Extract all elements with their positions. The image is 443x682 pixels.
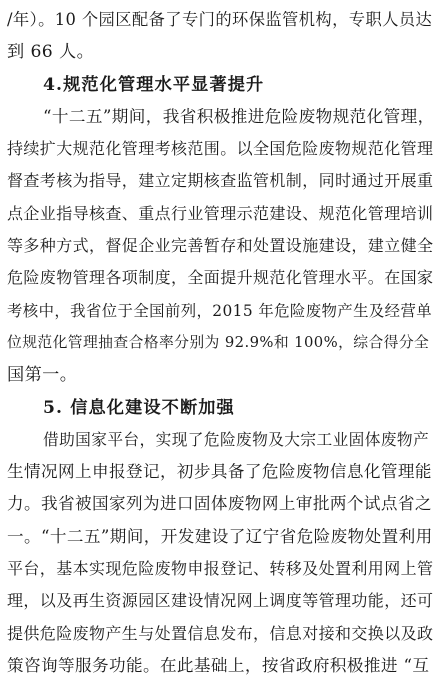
body-line: 提供危险废物产生与处置信息发布，信息对接和交换以及政 xyxy=(7,623,434,643)
body-line: 持续扩大规范化管理考核范围。以全国危险废物规范化管理 xyxy=(7,139,434,159)
body-line: 位规范化管理抽查合格率分别为 92.9%和 100%，综合得分全 xyxy=(7,333,430,351)
body-line: 督查考核为指导，建立定期核查监管机制，同时通过开展重 xyxy=(7,171,434,191)
body-line: 到 66 人。 xyxy=(7,42,95,63)
body-line: 理，以及再生资源园区建设情况网上调度等管理功能，还可 xyxy=(7,591,434,611)
section-heading-4: 4.规范化管理水平显著提升 xyxy=(43,74,265,95)
paragraph-first-line: “十二五”期间，我省积极推进危险废物规范化管理， xyxy=(43,106,435,126)
body-line: 策咨询等服务功能。在此基础上，按省政府积极推进 “互 xyxy=(7,655,430,675)
body-line: 平台，基本实现危险废物申报登记、转移及处置利用网上管 xyxy=(7,559,434,579)
body-line: 等多种方式，督促企业完善暂存和处置设施建设，建立健全 xyxy=(7,236,434,256)
body-line: /年）。10 个园区配备了专门的环保监管机构，专职人员达 xyxy=(7,10,433,29)
body-line: 一。“十二五”期间，开发建设了辽宁省危险废物处置利用 xyxy=(7,526,433,546)
body-line: 力。我省被国家列为进口固体废物网上审批两个试点省之 xyxy=(7,494,432,514)
body-line: 点企业指导核查、重点行业管理示范建设、规范化管理培训 xyxy=(7,203,434,223)
paragraph-first-line: 借助国家平台，实现了危险废物及大宗工业固体废物产 xyxy=(43,429,430,449)
body-line: 危险废物管理各项制度，全面提升规范化管理水平。在国家 xyxy=(7,268,434,288)
body-line: 考核中，我省位于全国前列，2015 年危险废物产生及经营单 xyxy=(7,301,433,320)
body-line: 国第一。 xyxy=(7,365,78,386)
section-heading-5: 5. 信息化建设不断加强 xyxy=(43,397,235,418)
body-line: 生情况网上申报登记，初步具备了危险废物信息化管理能 xyxy=(7,462,432,482)
